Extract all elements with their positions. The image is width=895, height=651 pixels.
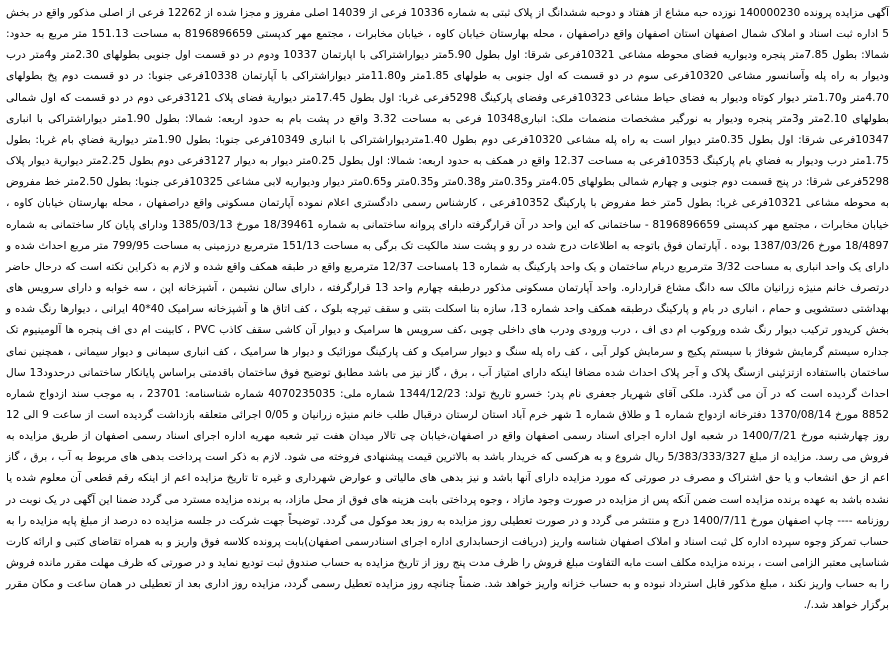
auction-notice-body: آگهی مزایده پرونده 140000230 نوزده حبه مشاع از هفتاد و دوحبه ششدانگ از پلاک ثبتی به شماره 10336 فرعی از 14039 اصلی مفروز و مجزا شده از 12262 فرعی از اصلی مذکور واقع در بخش 5 اداره ثبت اسناد و املاک شمال اصفهان استان اصفهان واقع دراصفهان ، محله بهارستان خیابان کاوه ، خیابان مخابرات ، مجتمع مهر کدپستی 8196896659 به مساحت 151.13 متر مربع به حدود: شمالا: بطول 7.85متر پنجره وديواريه فضای محوطه مشاعی 10321فرعی شرقا: اول بطول 5.90متر دیواراشتراکی با اپارتمان 10337 ودوم در دو قسمت اول جنوبی بطولهای 2.30متر و4متر درب وديوار به راه پله وآسانسور مشاعی 10320فرعی سوم در دو قسمت که اول جنوبی به طولهای 1.85متر و11.80متر دیواراشتراکی با آپارتمان 10338فرعی جنوبا: در دو قسمت دوم پخ بطولهای 4.70متر و1.70متر دیوار کوتاه وديوار به فضای حیاط مشاعی 10323فرعی وفضای پارکینگ 5298فرعی غربا: اول بطول 17.45متر دیوارية فضای پلاک 3121فرعی دوم در دو قسمت که اول شمالی بطولهای 2.10متر و3متر پنجره وديوار به نورگير مشخصات منضمات ملک: انباری10348 فرعی به مساحت 3.32 واقع در پشت بام به حدود اربعه: شمالا: بطول 1.90متر دیواراشتراکی با انباری 10347فرعی شرقا: اول بطول 0.35متر ديوار است به راه پله مشاعی 10320فرعی دوم بطول 1.40متردیواراشتراکی با انباری 10349فرعی جنوبا: بطول 1.90متر ديوارية فضاي بام غربا: بطول 1.75متر درب وديوار به فضاي بام پارکینگ 10353فرعی به مساحت 12.37 واقع در همکف به حدود اربعه: شمالا: اول بطول 0.25متر ديوار به ديوار 3127فرعی دوم بطول 2.25متر دیوارية ديوار پلاک 5298فرعی شرقا: در پنج قسمت دوم جنوبی و چهارم شمالی بطولهای 4.05متر و0.35متر و0.38متر و0.35متر و0.65متر دیوار وديواريه لابی مشاعی 10325فرعی جنوبا: بطول 2.50متر خط مفروض به محوطه مشاعی 10321فرعی غربا: بطول 5متر خط مفروض با پارکینگ 10352فرعی ، کارشناس رسمی دادگستری اعلام نموده آپارتمان مسکونی واقع دراصفهان ، محله بهارستان خیابان کاوه ، خیابان مخابرات ، مجتمع مهر کدپستی 8196896659 - ساختمانی که این واحد در آن قرارگرفته دارای پروانه ساختمانی به شماره 18/39461 مورخ 1385/03/13 ودارای پایان کار ساختمانی به شماره 18/4897 مورخ 1387/03/26 بوده . آپارتمان فوق باتوجه به اطلاعات درج شده در رو و پشت سند مالکیت تک برگی به مساحت 151/13 مترمربع درزمینی به مساحت 799/95 متر مربع احداث شده و دارای یک واحد انباری به مساحت 3/32 مترمربع دربام ساختمان و یک واحد پارکینگ به شماره 13 بامساحت 12/37 مترمربع واقع در طبقه همکف واقع شده و لازم به ذکراین نکته است که درحال حاضر درتصرف خانم منيژه زرانيان مالک سه دانگ مشاع قرارداره. واحد آپارتمان مسکونی مذکور درطبقه چهارم واحد 13 قرارگرفته ، دارای سالن نشیمن ، آشپزخانه اپن ، سه خوابه و دارای سرویس های بهداشتی دستشویی و حمام ، انباری در بام و پارکینگ درطبقه همکف واحد شماره 13، سازه بنا اسکلت بتنی و سقف تیرچه بلوک ، کف اتاق ها و آشپزخانه سرامیک 40*40 ایرانی ، دیوارها رنگ شده و بخش کریدور ترکیب دیوار رنگ شده وروکوب ام دی اف ، درب ورودی ودرب های داخلی چوبی ،کف سرویس ها سرامیک و دیوار آن کاشی سقف کاذب PVC ، کابینت ام دی اف پنجره ها آلومینیوم تک جداره سیستم گرمایش شوفاژ با سیستم پکیج و سرمایش کولر آبی ، کف راه پله سنگ و دیوار سرامیک و کف پارکینگ موزائیک و دیوار ها سرامیک ، کف انباری سیمانی و دیوار سیمانی ، همچنین نمای ساختمان بااستفاده ازتزئینی ازسنگ پلاک و آجر پلاک احداث شده مضافا اینکه دارای امتیاز آب ، برق ، گاز نیز می باشد مطابق توضیح فوق ساختمان باقدمتی براساس پایانکار ساختمانی درحدود13 سال احداث گردیده است که در آن می گذرد. ملکی آقای شهریار جعفری نام پدر: خسرو تاریخ تولد: 1344/12/23 شماره ملی: 4070235035 شماره شناسنامه: 23701 ، به موجب سند ازدواج شماره 8852 مورخ 1370/08/14 دفترخانه ازدواج شماره 1 و طلاق شماره 1 شهر خرم آباد استان لرستان درقبال طلب خانم منيژه زرانيان و 0/05 اجرائی متعلقه بازداشت گرديده است از ساعت 9 الی 12 روز چهارشنبه مورخ 1400/7/21 در شعبه اول اداره اجرای اسناد رسمی اصفهان واقع در اصفهان،خیابان چی تالار میدان هفت تیر شعبه مهریه اداره اجرای اسناد رسمی اصفهان از طریق مزایده به فروش می رسد. مزایده از مبلغ 5/383/333/327 ریال شروع و به هرکسی که خریدار باشد به بالاترین قیمت پیشنهادی فروخته می شود. لازم به ذکر است پرداخت بدهی های مربوط به آب ، برق ، گاز اعم از حق انشعاب و یا حق اشتراک و مصرف در صورتی که مورد مزایده دارای آنها باشد و نیز بدهی های مالیاتی و عوارض شهرداری و غیره تا تاریخ مزایده اعم از اینکه رقم قطعی آن معلوم شده یا نشده باشد به عهده برنده مزایده است ضمن آنکه پس از مزایده در صورت وجود مازاد ، وجوه پرداختی بابت هزینه های فوق از محل مازاد، به برنده مزایده مسترد می گردد ضمنا این آگهی در یک نوبت در روزنامه ---- چاپ اصفهان مورخ 1400/7/11 درج و منتشر می گردد و در صورت تعطیلی روز مزایده به روز بعد موکول می گردد. توضیحاً جهت شرکت در جلسه مزایده ده درصد از مبلغ پایه مزایده را به حساب تمرکز وجوه سپرده اداره کل ثبت اسناد و املاک اصفهان شناسه واریز (دریافت ازحسابداری اداره اجرای اسنادرسمی اصفهان)بابت پرونده کلاسه فوق واریز و به همراه تقاضای کتبی و ارائه کارت شناسایی معتبر الزامی است ، برنده مزایده مکلف است مابه التفاوت مبلغ فروش را ظرف مدت پنج روز از تاریخ مزایده به حساب صندوق ثبت تودیع نماید و در صورتی که ظرف مهلت مقرر مانده فروش را به حساب واریز نکند ، مبلغ مذکور قابل استرداد نبوده و به حساب خزانه واریز خواهد شد. ضمناً چنانچه روز مزایده تعطیل رسمی گردد، مزایده روز اداری بعد از تعطیلی در همان ساعت و مکان مقرر برگزار خواهد شد./. [6,7,890,612]
